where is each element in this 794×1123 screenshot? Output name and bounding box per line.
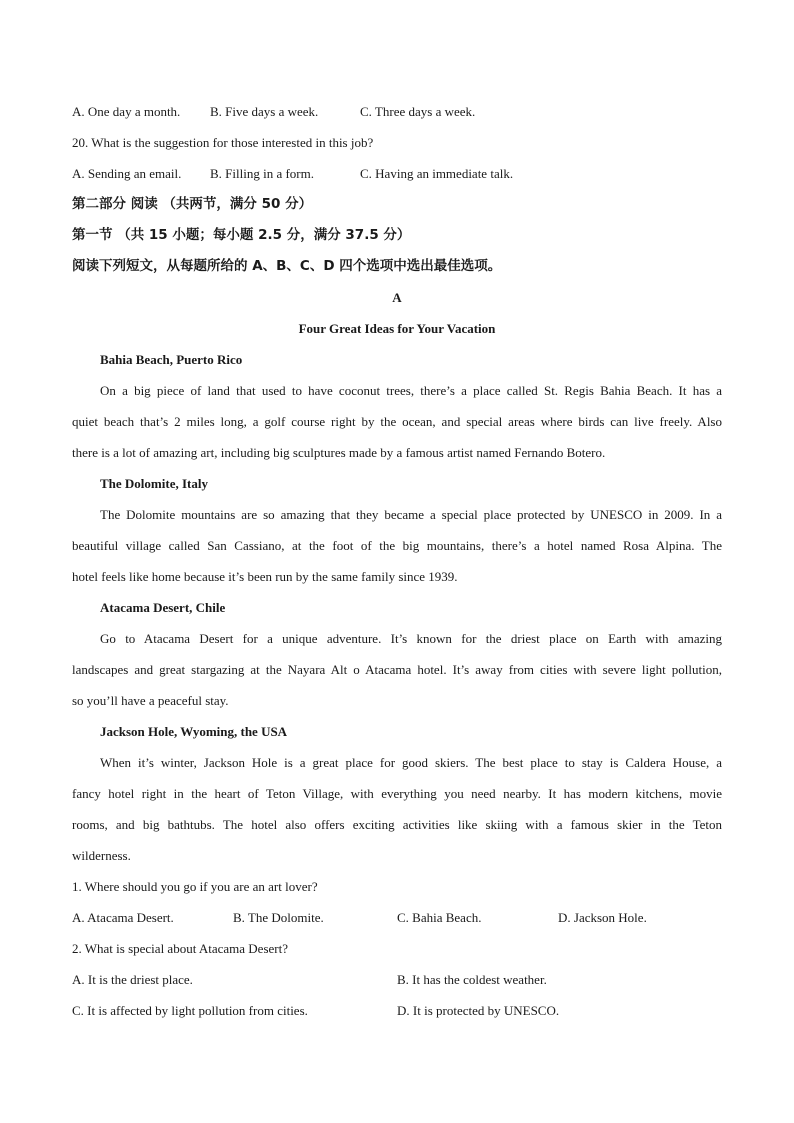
paragraph-line: quiet beach that’s 2 miles long, a golf course right by the ocean, and special areas where birds can live freely. Also <box>72 414 722 429</box>
q1-options <box>72 902 722 933</box>
q2-options-row1 <box>72 964 722 995</box>
paragraph-line: hotel feels like home because it’s been run by the same family since 1939. <box>72 569 458 584</box>
section-heading: Bahia Beach, Puerto Rico <box>100 352 243 367</box>
paragraph-line: landscapes and great stargazing at the Nayara Alt o Atacama hotel. It’s away from cities with severe light pollution, <box>72 662 722 677</box>
option-c: C. Bahia Beach. <box>397 910 482 925</box>
paragraph-line: so you’ll have a peaceful stay. <box>72 693 229 708</box>
q1-question: 1. Where should you go if you are an art lover? <box>72 879 318 894</box>
option-c: C. Having an immediate talk. <box>360 166 514 181</box>
paragraph-line: there is a lot of amazing art, including big sculptures made by a famous artist named Fernando Botero. <box>72 445 606 460</box>
section1-title: 第一节 （共 15 小题；每小题 2.5 分，满分 37.5 分） <box>72 227 411 243</box>
option-c: C. Three days a week. <box>360 104 476 119</box>
paragraph-line: fancy hotel right in the heart of Teton Village, with everything you need nearby. It has modern kitchens, movie <box>72 786 722 801</box>
passage-label: A <box>392 290 402 305</box>
part2-title: 第二部分 阅读 （共两节，满分 50 分） <box>72 196 313 212</box>
option-b: B. Filling in a form. <box>210 166 314 181</box>
paragraph-line: wilderness. <box>72 848 131 863</box>
option-c: C. It is affected by light pollution from cities. <box>72 1003 308 1018</box>
option-d: D. Jackson Hole. <box>558 910 647 925</box>
exam-page <box>72 96 722 1026</box>
q2-options-row2 <box>72 995 722 1026</box>
instruction: 阅读下列短文，从每题所给的 A、B、C、D 四个选项中选出最佳选项。 <box>72 258 502 274</box>
paragraph-line: The Dolomite mountains are so amazing that they became a special place protected by UNESCO in 2009. In a <box>100 507 722 522</box>
section-heading: Jackson Hole, Wyoming, the USA <box>100 724 288 739</box>
paragraph-line: Go to Atacama Desert for a unique adventure. It’s known for the driest place on Earth with amazing <box>100 631 722 646</box>
q20-question: 20. What is the suggestion for those interested in this job? <box>72 135 374 150</box>
section-heading: The Dolomite, Italy <box>100 476 208 491</box>
option-a: A. It is the driest place. <box>72 972 193 987</box>
paragraph-line: On a big piece of land that used to have coconut trees, there’s a place called St. Regis Bahia Beach. It has a <box>100 383 722 398</box>
paragraph-line: rooms, and big bathtubs. The hotel also offers exciting activities like skiing with a famous skier in the Teton <box>72 817 722 832</box>
q2-question: 2. What is special about Atacama Desert? <box>72 941 288 956</box>
passage-title: Four Great Ideas for Your Vacation <box>298 321 496 336</box>
option-d: D. It is protected by UNESCO. <box>397 1003 560 1018</box>
paragraph-line: beautiful village called San Cassiano, at the foot of the big mountains, there’s a hotel named Rosa Alpina. The <box>72 538 722 553</box>
q19-options <box>72 96 722 127</box>
option-b: B. It has the coldest weather. <box>397 972 547 987</box>
paragraph-line: When it’s winter, Jackson Hole is a great place for good skiers. The best place to stay is Caldera House, a <box>100 755 722 770</box>
option-b: B. The Dolomite. <box>233 910 324 925</box>
option-b: B. Five days a week. <box>210 104 319 119</box>
q20-options <box>72 158 722 189</box>
section-heading: Atacama Desert, Chile <box>100 600 226 615</box>
option-a: A. Atacama Desert. <box>72 910 174 925</box>
option-a: A. Sending an email. <box>72 166 182 181</box>
option-a: A. One day a month. <box>72 104 181 119</box>
